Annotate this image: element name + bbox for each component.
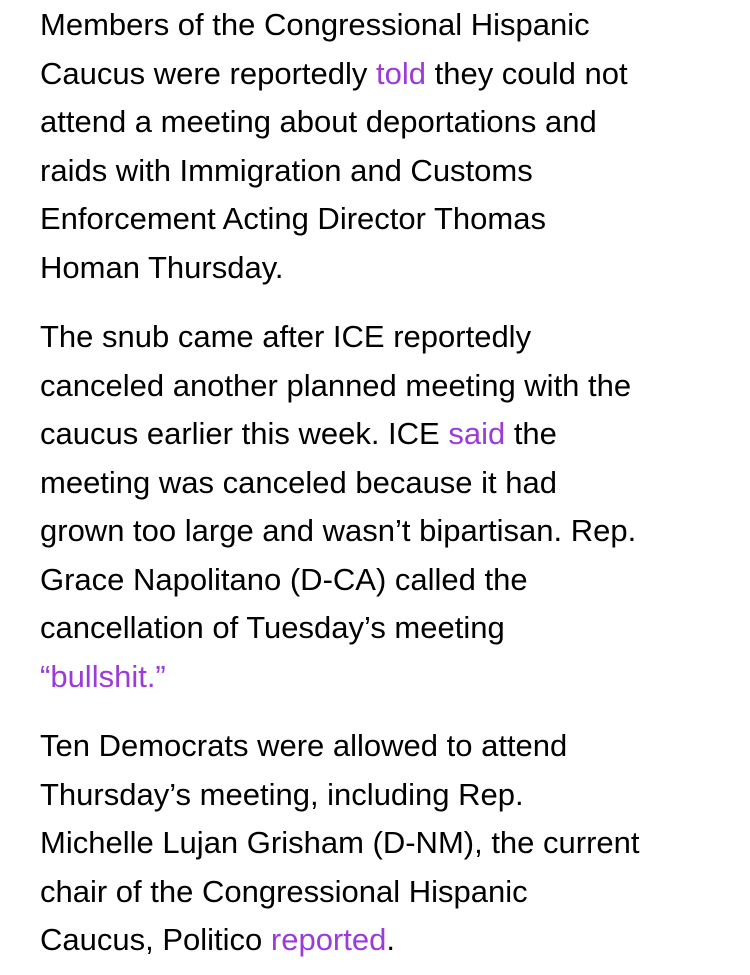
text-segment: caucus earlier this week. ICE	[40, 416, 449, 451]
text-segment: The snub came after ICE reportedly	[40, 319, 532, 354]
text-line	[40, 771, 720, 820]
text-line	[40, 362, 720, 411]
reported-link[interactable]: reported	[270, 922, 387, 957]
text-line	[40, 147, 720, 196]
text-segment: canceled another planned meeting with the	[40, 367, 632, 403]
text-line	[40, 195, 720, 244]
text-line	[40, 313, 720, 362]
text-segment: attend a meeting about deportations and	[40, 104, 597, 139]
text-line	[40, 50, 720, 99]
paragraph-2	[40, 313, 720, 701]
text-line	[40, 556, 720, 605]
text-segment: Caucus were reportedly	[40, 55, 376, 91]
text-segment: Homan Thursday.	[40, 249, 284, 285]
text-segment: chair of the Congressional Hispanic	[40, 873, 528, 909]
text-segment: Michelle Lujan Grisham (D-NM), the current	[40, 825, 640, 860]
text-segment: Grace Napolitano (D-CA) called the	[40, 561, 528, 597]
text-segment: Thursday’s meeting, including Rep.	[40, 776, 524, 812]
text-line	[40, 819, 720, 868]
text-line	[40, 1, 720, 50]
text-line	[40, 916, 720, 965]
text-line	[40, 410, 720, 459]
text-segment: cancellation of Tuesday’s meeting	[40, 610, 505, 645]
text-line	[40, 722, 720, 771]
text-line	[40, 244, 720, 293]
paragraph-1	[40, 1, 720, 292]
text-segment: Caucus, Politico	[40, 922, 271, 957]
article-body	[40, 1, 720, 965]
text-line	[40, 459, 720, 508]
text-segment: they could not	[425, 55, 628, 91]
text-segment: Ten Democrats were allowed to attend	[40, 728, 568, 763]
text-line	[40, 604, 720, 653]
text-segment: grown too large and wasn’t bipartisan. Rep.	[40, 513, 637, 548]
text-line	[40, 507, 720, 556]
text-segment: .	[386, 922, 395, 957]
text-segment: meeting was canceled because it had	[40, 464, 557, 500]
text-segment: Enforcement Acting Director Thomas	[40, 201, 546, 236]
text-line	[40, 868, 720, 917]
paragraph-3	[40, 722, 720, 965]
text-line	[40, 98, 720, 147]
text-line	[40, 653, 720, 702]
told-link[interactable]: told	[376, 55, 426, 91]
bullshit-quote-link[interactable]: “bullshit.”	[40, 658, 166, 694]
text-segment: raids with Immigration and Customs	[40, 152, 533, 188]
text-segment: the	[505, 416, 557, 451]
said-link[interactable]: said	[448, 416, 506, 451]
text-segment: Members of the Congressional Hispanic	[40, 7, 590, 42]
